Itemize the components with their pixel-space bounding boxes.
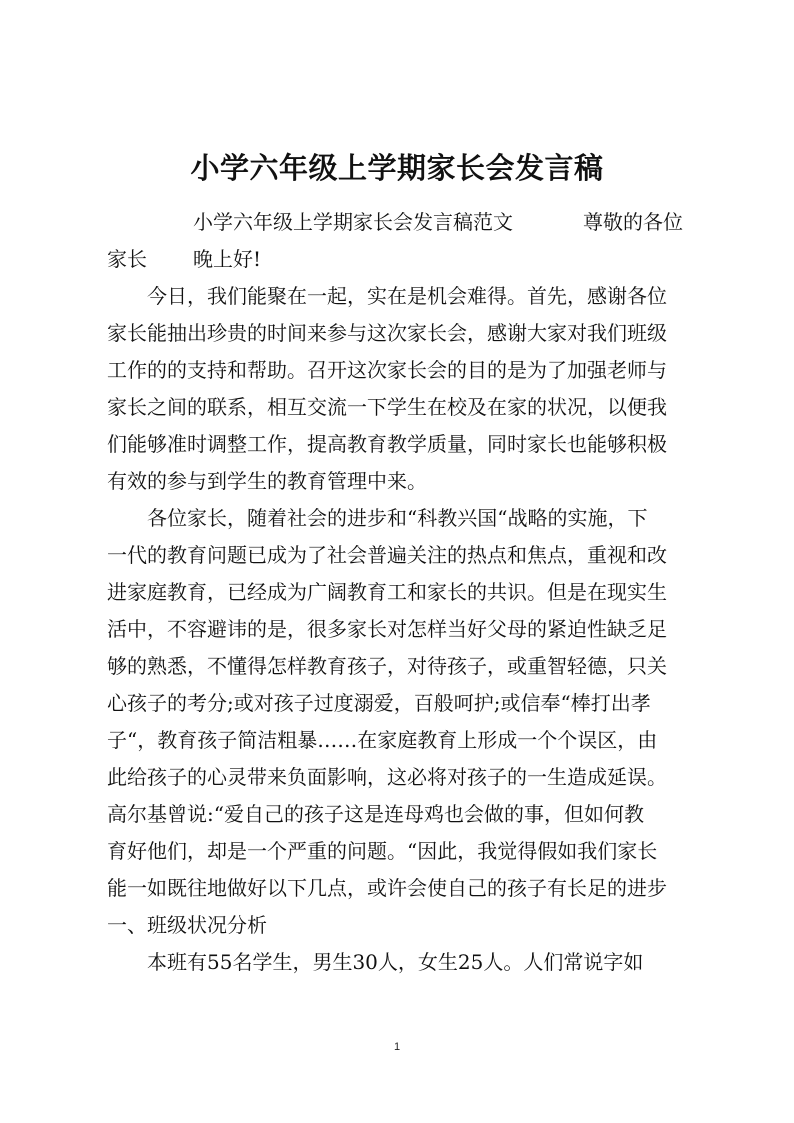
paragraph-line: 们能够准时调整工作，提高教育教学质量，同时家长也能够积极 — [107, 432, 667, 456]
section-heading: 一、班级状况分析 — [107, 913, 267, 937]
paragraph-line: 各位家长，随着社会的进步和“科教兴国“战略的实施，下 — [147, 506, 648, 530]
salutation-text: 尊敬的各位 — [583, 210, 683, 234]
paragraph-line: 活中，不容避讳的是，很多家长对怎样当好父母的紧迫性缺乏足 — [107, 617, 667, 641]
paragraph-line: 此给孩子的心灵带来负面影响，这必将对孩子的一生造成延误。 — [107, 765, 667, 789]
paragraph-line: 本班有55名学生，男生30人，女生25人。人们常说字如 — [147, 950, 644, 974]
paragraph-line: 进家庭教育，已经成为广阔教育工和家长的共识。但是在现实生 — [107, 580, 667, 604]
paragraph-line: 家长之间的联系，相互交流一下学生在校及在家的状况，以便我 — [107, 395, 667, 419]
paragraph-line: 有效的参与到学生的教育管理中来。 — [107, 469, 427, 493]
paragraph-line: 够的熟悉，不懂得怎样教育孩子，对待孩子，或重智轻德，只关 — [107, 654, 667, 678]
paragraph-line: 工作的的支持和帮助。召开这次家长会的目的是为了加强老师与 — [107, 358, 667, 382]
paragraph-line: 高尔基曾说:“爱自己的孩子这是连母鸡也会做的事，但如何教 — [107, 802, 644, 826]
intro-heading-text: 小学六年级上学期家长会发言稿范文 — [193, 210, 513, 234]
document-title: 小学六年级上学期家长会发言稿 — [190, 151, 604, 185]
greeting-text: 晚上好! — [193, 247, 262, 271]
paragraph-line: 今日，我们能聚在一起，实在是机会难得。首先，感谢各位 — [147, 284, 667, 308]
paragraph-line: 一代的教育问题已成为了社会普遍关注的热点和焦点，重视和改 — [107, 543, 667, 567]
paragraph-line: 家长能抽出珍贵的时间来参与这次家长会，感谢大家对我们班级 — [107, 321, 667, 345]
paragraph-line: 育好他们，却是一个严重的问题。“因此，我觉得假如我们家长 — [107, 839, 658, 863]
document-body — [107, 204, 706, 981]
page-number: 1 — [393, 1041, 401, 1053]
intro-line-1 — [107, 204, 706, 241]
intro-line-2 — [107, 241, 706, 278]
salutation-text-cont: 家长 — [107, 247, 147, 271]
paragraph-line: 子“，教育孩子简洁粗暴……在家庭教育上形成一个个误区，由 — [107, 728, 658, 752]
paragraph-line: 心孩子的考分;或对孩子过度溺爱，百般呵护;或信奉“棒打出孝 — [107, 691, 651, 715]
paragraph-line: 能一如既往地做好以下几点，或许会使自己的孩子有长足的进步 — [107, 876, 667, 900]
